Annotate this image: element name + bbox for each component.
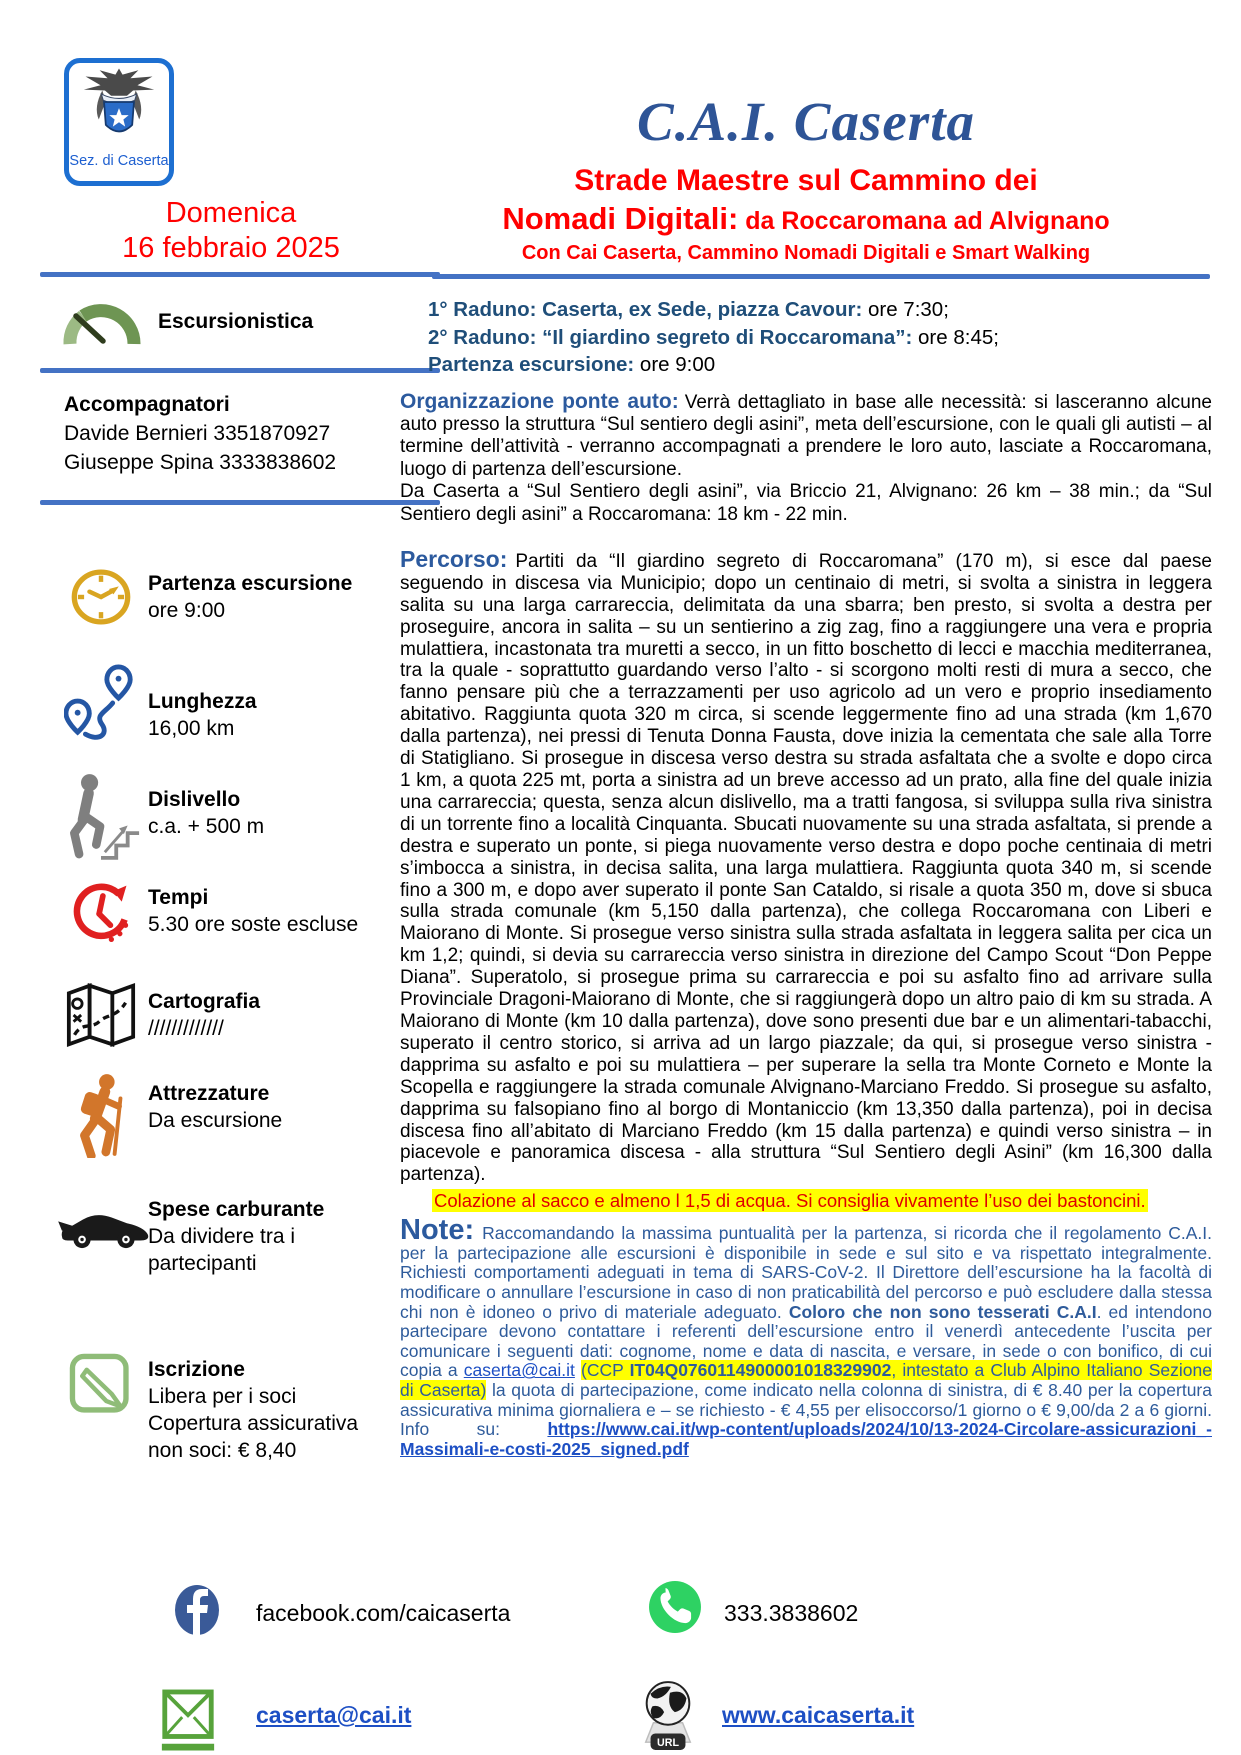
guide-name: Giuseppe Spina 3333838602	[64, 451, 337, 474]
website-url-icon	[636, 1678, 700, 1755]
email-icon	[158, 1688, 218, 1755]
info-title: Lunghezza	[148, 690, 257, 713]
phone-icon	[648, 1580, 702, 1639]
website-link[interactable]: www.caicaserta.it	[722, 1702, 915, 1728]
info-title: Spese carburante	[148, 1198, 325, 1221]
meeting-time: ore 9:00	[634, 353, 716, 376]
meeting-line	[428, 351, 1212, 379]
meeting-label: Partenza escursione:	[428, 353, 635, 376]
paragraph-text: Partiti da “Il giardino segreto di Roccaromana” (170 m), si esce dal paese seguendo in discesa via Municipio; dopo un centinaio di metri, si svolta a sinistra in leggera salita su una larga carrareccia, delimitata da una sbarra; ben presto, si svolta a destra per proseguire, ancora in salita – su un sentierino a zig zag, fino a raggiungere una vera e propria mulattiera, incastonata tra muretti a secco, in un fitto boschetto di lecci e macchia mediterranea, tra la quale - soprattutto guardando verso l’alto - si scorgono molti resti di mura a secco, che fanno pensare più che a terrazzamenti per uso agricolo ad un vero e proprio insediamento abitativo. Raggiunta quota 320 m circa, si scende leggermente fino ad una strada (km 1,670 dalla partenza), nei pressi di Tenuta Donna Fausta, dove inizia la cementata che sale alla Torre di Statigliano. Si prosegue in discesa verso destra su strada asfaltata che a svolte e dopo circa 1 km, a quota 225 mt, porta a sinistra ad un breve accesso ad un prato, alla fine del quale inizia una carrareccia; questa, senza alcun dislivello, ma a tratti fangosa, si sviluppa sulla riva sinistra di un torrente fino a località Cinquanta. Sbucati nuovamente su una strada asfaltata, si prende a destra e superato un ponte, si piega nuovamente verso destra e dopo poche centinaia di metri s’imbocca a sinistra, in decisa salita, una larga mulattiera. Raggiunta quota 340 m, si scende fino a 300 m, e dopo aver superato il ponte San Cataldo, si risale a quota 350 m, dove si sbuca sulla strada comunale (km 5,150 dalla partenza), che collega Roccaromana con Liberi e Maiorano di Monte. Si prosegue verso sinistra sulla strada asfaltata in leggera salita per cica un km 1,2; quindi, si devia su carrareccia verso sinistra in direzione del Campo Scout “Don Peppe Diana”. Superatolo, si prosegue prima su carrareccia e poi su asfalto fino ad arrivare sulla Provinciale Dragoni-Maiorano di Monte, che si raggiungerà dopo un altro paio di km su strada. A Maiorano di Monte (km 10 dalla partenza), dove sono presenti due bar e un alimentari-tabacchi, superato il centro storico, si arriva ad un largo piazzale; da qui, si prosegue verso sinistra - dapprima su asfalto e poi su mulattiera – per superare la sella tra Monte Corneto e Monte la Scopella e raggiungere la strada comunale Alvignano-Marciano Freddo. Si prosegue su asfalto, dapprima su falsopiano fino al borgo di Montaniccio (km 13,350 dalla partenza), poi in decisa discesa fino all’abitato di Marciano Freddo (km 15 dalla partenza) e quindi verso sinistra – in piacevole e panoramica discesa - alla struttura “Sul Sentiero degli Asini” (km 16,300 dalla partenza).	[400, 550, 1212, 1186]
route-icon	[56, 664, 146, 745]
pencil-icon	[56, 1352, 146, 1423]
guide-name: Davide Bernieri 3351870927	[64, 422, 331, 445]
hiker-icon	[56, 1072, 146, 1163]
info-value: ore 9:00	[148, 599, 226, 622]
event-partners: Con Cai Caserta, Cammino Nomadi Digitali e Smart Walking	[521, 242, 1091, 264]
info-fuel	[148, 1196, 383, 1277]
meeting-line	[428, 324, 1212, 352]
paragraph-text: Raccomandando la massima puntualità per la partenza, si ricorda che il regolamento C.A.I. per la partecipazione alle escursioni è disponibile in sede e sul sito e va rispettato integralmente. Richiesti comportamenti adeguati in tema di SARS-CoV-2. Il Direttore dell’escursione ha la facoltà di modificare o annullare l’escursione in caso di non praticabilità del percorso e può escludere dalla stessa chi non è idoneo o privo di materiale adeguato.	[400, 1223, 1212, 1322]
route-description	[400, 545, 1212, 1186]
section-heading: Percorso:	[400, 545, 508, 572]
meeting-time: ore 8:45;	[912, 325, 999, 349]
main-content	[400, 60, 1212, 1459]
lunch-note	[400, 1189, 1212, 1213]
info-value: c.a. + 500 m	[148, 815, 265, 838]
info-value: non soci: € 8,40	[148, 1439, 297, 1462]
paragraph-text: . ed intendono partecipare devono contattare i referenti dell’escursione entro il venerdì antecedente l’uscita per comunicare i seguenti dati: cognome, nome e data di nascita, e versare, in sede o con bonifico, di cui copia a	[400, 1301, 1212, 1381]
event-title-line2	[400, 202, 1212, 238]
info-value: 16,00 km	[148, 717, 235, 740]
page-title: C.A.I. Caserta	[637, 91, 975, 152]
highlighted-text: (CCP	[581, 1360, 630, 1381]
event-date	[100, 196, 362, 266]
meeting-time: ore 7:30;	[862, 298, 949, 321]
info-value: partecipanti	[148, 1252, 257, 1275]
map-icon	[56, 980, 146, 1055]
info-cartography	[148, 988, 383, 1042]
info-label: Info su:	[400, 1419, 548, 1440]
email-link[interactable]: caserta@cai.it	[463, 1360, 575, 1381]
cai-eagle-emblem-icon	[75, 63, 163, 155]
car-shuttle-distances: Da Caserta a “Sul Sentiero degli asini”, via Briccio 21, Alvignano: 26 km – 38 min.; da “Sul Sentiero degli asini” a Roccaromana: 18 km - 22 min.	[400, 481, 1212, 525]
meeting-points	[400, 296, 1212, 379]
logo-caption: Sez. di Caserta	[69, 153, 169, 169]
phone-number: 333.3838602	[724, 1600, 859, 1626]
info-value: Copertura assicurativa	[148, 1412, 359, 1435]
difficulty-gauge-icon	[60, 295, 142, 352]
section-heading: Organizzazione ponte auto:	[400, 389, 679, 413]
email-contact-link[interactable]: caserta@cai.it	[256, 1702, 412, 1728]
url-badge-label: URL	[657, 1737, 679, 1750]
facebook-handle: facebook.com/caicaserta	[256, 1600, 511, 1626]
info-value: Da escursione	[148, 1109, 283, 1132]
info-title: Dislivello	[148, 788, 241, 811]
paragraph-text: la quota di partecipazione, come indicato nella colonna di sinistra, di € 8.40 per la copertura assicurativa minima giornaliera e – se richiesto - € 4,55 per elisoccorso/1 giorno o € 9,00/da 2 a 6 giorni.	[400, 1379, 1212, 1420]
divider	[40, 500, 440, 505]
event-title-line1: Strade Maestre sul Cammino dei	[574, 164, 1038, 197]
info-duration	[148, 884, 383, 938]
info-title: Iscrizione	[148, 1358, 245, 1381]
non-members-bold: Coloro che non sono tesserati C.A.I	[788, 1301, 1097, 1322]
meeting-label: 2° Raduno: “Il giardino segreto di Roccaromana”:	[428, 325, 913, 349]
cai-logo	[64, 58, 174, 186]
facebook-icon	[174, 1584, 220, 1641]
guides-block	[64, 390, 336, 477]
difficulty-label: Escursionistica	[158, 310, 314, 333]
info-registration	[148, 1356, 383, 1464]
meeting-label: 1° Raduno: Caserta, ex Sede, piazza Cavour:	[428, 298, 863, 321]
event-date-text: 16 febbraio 2025	[122, 232, 340, 264]
notes-paragraph	[400, 1214, 1213, 1459]
timer-icon	[56, 878, 146, 951]
info-title: Tempi	[148, 886, 209, 909]
info-title: Cartografia	[148, 990, 261, 1013]
info-elevation	[148, 786, 383, 840]
divider	[432, 274, 1210, 279]
info-value: /////////////	[148, 1017, 224, 1040]
info-value: Libera per i soci	[148, 1385, 297, 1408]
car-shuttle-paragraph	[400, 391, 1212, 482]
highlighted-text: , intestato a Club Alpino Italiano Sezione di Caserta)	[400, 1360, 1213, 1400]
event-day: Domenica	[165, 197, 297, 229]
car-icon	[56, 1208, 146, 1255]
clock-icon	[56, 566, 146, 633]
meeting-line	[428, 296, 1212, 324]
climb-icon	[56, 772, 146, 865]
insurance-url-link[interactable]: https://www.cai.it/wp-content/uploads/2024/10/13-2024-Circolare-assicurazioni_-Massimali-e-costi-2025_signed.pdf	[400, 1419, 1212, 1459]
event-title-rest: da Roccaromana ad Alvignano	[738, 207, 1110, 235]
section-heading: Note:	[400, 1214, 475, 1247]
event-title-strong: Nomadi Digitali:	[502, 201, 739, 236]
info-title: Attrezzature	[148, 1082, 270, 1105]
info-title: Partenza escursione	[148, 572, 353, 595]
highlighted-text: Colazione al sacco e almeno l 1,5 di acqua. Si consiglia vivamente l’uso dei bastoncini.	[434, 1190, 1146, 1212]
info-equipment	[148, 1080, 383, 1134]
info-length	[148, 688, 383, 742]
paragraph-text: Verrà dettagliato in base alle necessità: si lasceranno alcune auto presso la struttura “Sul sentiero degli asini”, meta dell’escursione, con le quali gli autisti – al termine dell’attività - verranno accompagnati a prendere le loro auto, lasciate a Roccaromana, luogo di partenza dell’escursione.	[400, 391, 1212, 480]
info-value: 5.30 ore soste escluse	[148, 913, 359, 936]
divider	[40, 368, 440, 373]
guides-title: Accompagnatori	[64, 393, 230, 416]
info-value: Da dividere tra i	[148, 1225, 296, 1248]
info-departure	[148, 570, 383, 624]
divider	[40, 272, 440, 277]
ccp-number: IT04Q0760114900001018329902	[629, 1360, 892, 1381]
